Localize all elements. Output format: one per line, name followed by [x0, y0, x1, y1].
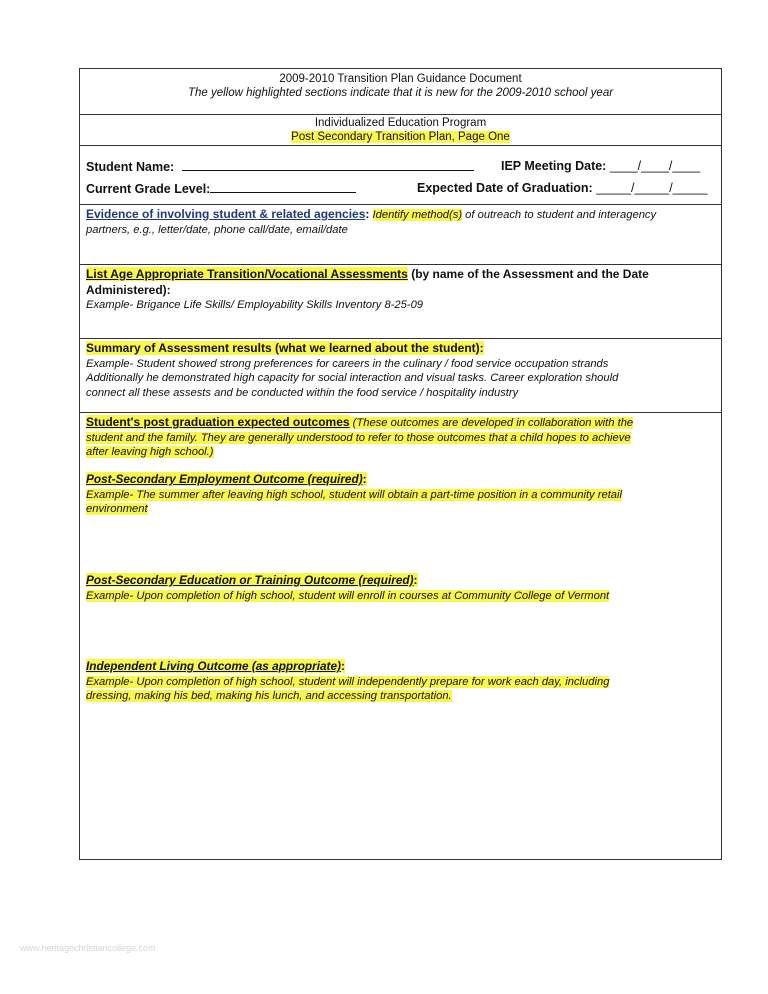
document-header [80, 69, 721, 115]
employment-outcome: Post-Secondary Employment Outcome (required): Example- The summer after leaving high school, student will obtain a part-time position in a community retail environment [86, 472, 623, 515]
summary-section [80, 339, 721, 413]
grade-level-field[interactable] [210, 181, 356, 193]
document-title: 2009-2010 Transition Plan Guidance Document [279, 73, 522, 85]
summary-line: Example- Student showed strong preferences for careers in the culinary / food service occupation strands [86, 357, 609, 370]
evidence-heading: Evidence of involving student & related agencies [86, 207, 366, 221]
grade-level-label: Current Grade Level: [86, 182, 211, 196]
graduation-date-field[interactable]: _____/_____/_____ [596, 181, 708, 195]
evidence-example: partners, e.g., letter/date, phone call/date, email/date [86, 223, 348, 236]
living-heading: Independent Living Outcome (as appropriate) [86, 659, 341, 673]
program-header [80, 115, 721, 146]
iep-date-label: IEP Meeting Date: [501, 159, 607, 173]
summary-heading: Summary of Assessment results (what we learned about the student): [86, 341, 484, 355]
living-outcome: Independent Living Outcome (as appropriate): Example- Upon completion of high school, student will independently prepare for work each day, including dressing, making his bed, making his lunch, and accessing transportation. [86, 659, 610, 702]
student-name-field[interactable] [182, 159, 474, 171]
student-name-label: Student Name: [86, 160, 175, 174]
outcomes-section: Student's post graduation expected outcomes (These outcomes are developed in collaboration with the student and the family. They are generally understood to refer to those outcomes that a child hopes to achieve after leaving high school.) Post-Secondary Employment Outcome (required): Example- The summer after leaving high school, student will obtain a part-time position in a community retail environment Post-Secondary Education or Training Outcome (required): Example- Upon completion of high school, student will enroll in courses at Community College of Vermont Independent Living Outcome (as appropriate): Example- Upon completion of high school, student will independently prepare for work each day, including dressing, making his bed, making his lunch, and accessing transportation. [80, 413, 721, 859]
graduation-date-label: Expected Date of Graduation: [417, 181, 593, 195]
employment-heading: Post-Secondary Employment Outcome (required) [86, 472, 363, 486]
assessments-example: Example- Brigance Life Skills/ Employability Skills Inventory 8-25-09 [86, 299, 424, 311]
watermark: www.heritagechristiancollege.com [20, 943, 156, 953]
outcomes-heading: Student's post graduation expected outcomes [86, 415, 350, 429]
education-outcome: Post-Secondary Education or Training Outcome (required): Example- Upon completion of high school, student will enroll in courses at Community College of Vermont [86, 573, 610, 602]
document-subtitle: The yellow highlighted sections indicate that it is new for the 2009-2010 school year [187, 87, 614, 99]
program-page: Post Secondary Transition Plan, Page One [291, 131, 510, 143]
iep-date-field[interactable]: ____/____/____ [609, 159, 701, 173]
student-info [80, 146, 721, 205]
education-heading: Post-Secondary Education or Training Outcome (required) [86, 573, 414, 587]
evidence-highlight: Identify method(s) [372, 209, 463, 221]
transition-plan-form [79, 68, 722, 860]
summary-line: connect all these assests and be conducted within the food service / hospitality industry [86, 386, 519, 399]
evidence-section: Evidence of involving student & related agencies: Identify method(s) of outreach to student and interagency partners, e.g., letter/date, phone call/date, email/date [80, 205, 721, 265]
assessments-heading: List Age Appropriate Transition/Vocational Assessments [86, 267, 408, 281]
program-name: Individualized Education Program [314, 117, 487, 129]
assessments-section: List Age Appropriate Transition/Vocational Assessments (by name of the Assessment and the Date Administered): Example- Brigance Life Skills/ Employability Skills Inventory 8-25-09 [80, 265, 721, 339]
summary-line: Additionally he demonstrated high capacity for social interaction and visual tasks. Career exploration should [86, 372, 619, 384]
